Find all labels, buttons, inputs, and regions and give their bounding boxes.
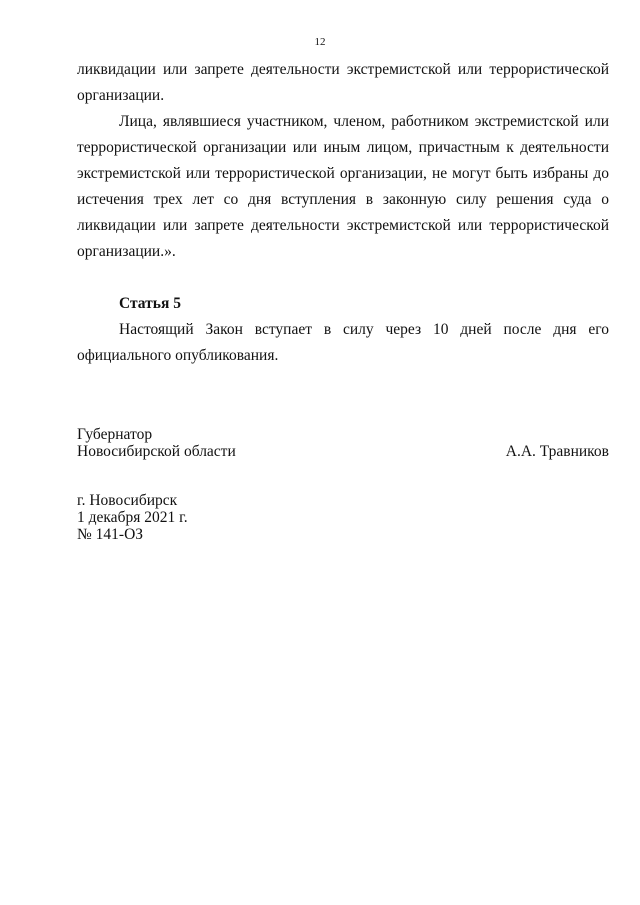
- law-date: 1 декабря 2021 г.: [77, 509, 188, 526]
- signature-row: [77, 443, 609, 460]
- signature-block: [77, 426, 609, 460]
- law-number: № 141-ОЗ: [77, 526, 144, 543]
- paragraph-continuation: ликвидации или запрете деятельности экстремистской или террористической организации.: [77, 61, 609, 104]
- article-heading: Статья 5: [119, 295, 181, 312]
- paragraph-entry-into-force: Настоящий Закон вступает в силу через 10 дней после дня его официального опубликования.: [77, 321, 609, 364]
- signatory-title-line2: Новосибирской области: [77, 443, 236, 460]
- place-date-block: [77, 492, 188, 543]
- signatory-title-line1: Губернатор: [77, 426, 153, 443]
- place-city: г. Новосибирск: [77, 492, 178, 509]
- paragraph-restriction: Лица, являвшиеся участником, членом, работником экстремистской или террористической организации или иным лицом, причастным к деятельности экстремистской или террористической организации, не могут быть избраны до истечения трех лет со дня вступления в законную силу решения суда о ликвидации или запрете деятельности экстремистской или террористической организации.».: [77, 113, 609, 260]
- signatory-name: А.А. Травников: [505, 443, 609, 460]
- page-number: 12: [314, 36, 326, 48]
